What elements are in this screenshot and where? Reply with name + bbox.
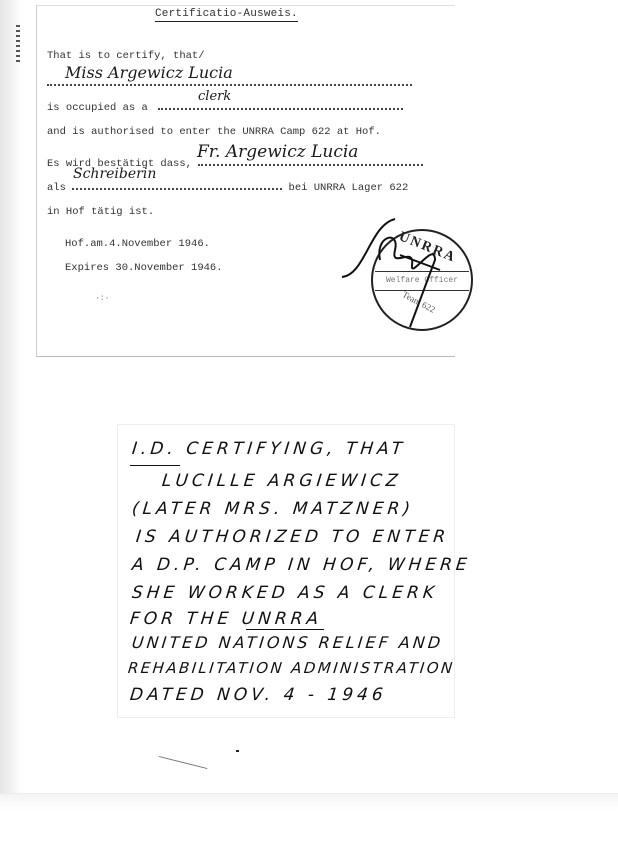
- als-line: [47, 182, 408, 194]
- note-underline-id: [130, 465, 180, 466]
- note-line-6: SHE WORKED AS A CLERK: [130, 583, 440, 603]
- note-line-7: FOR THE UNRRA: [128, 609, 324, 629]
- signature-icon: [340, 215, 470, 330]
- handwritten-name: Miss Argewicz Lucia: [65, 63, 233, 82]
- authorized-line: and is authorised to enter the UNRRA Camp 622 at Hof.: [47, 126, 381, 138]
- certificate-title: Certificatio-Ausweis.: [155, 8, 298, 20]
- binding-marks: [16, 25, 20, 65]
- expiry-date: Expires 30.November 1946.: [65, 262, 223, 274]
- issued-date: Hof.am.4.November 1946.: [65, 238, 210, 250]
- stamp-bottom-text: Team 622: [400, 289, 437, 315]
- stamp-band-text: Welfare Officer: [375, 271, 469, 291]
- handwritten-name-de: Fr. Argewicz Lucia: [197, 142, 359, 162]
- tatig-line: in Hof tätig ist.: [47, 206, 155, 218]
- note-line-10: DATED NOV. 4 - 1946: [128, 685, 388, 705]
- handwritten-occupation-de: Schreiberin: [73, 166, 157, 182]
- note-line-4: IS AUTHORIZED TO ENTER: [134, 527, 451, 547]
- certify-line-en: That is to certify, that/: [47, 50, 205, 62]
- stray-mark: ·:·: [95, 294, 110, 303]
- note-line-8: UNITED NATIONS RELIEF AND: [131, 633, 445, 652]
- note-line-1: I.D. CERTIFYING, THAT: [130, 439, 408, 459]
- note-line-5: A D.P. CAMP IN HOF, WHERE: [130, 555, 472, 575]
- note-line-2: LUCILLE ARGIEWICZ: [160, 471, 403, 491]
- stamp-top-text: UNRRA: [396, 229, 459, 266]
- occupied-label: is occupied as a: [47, 102, 148, 114]
- stray-pen-line: [159, 756, 208, 769]
- certify-de-label: Es wird bestätigt dass,: [47, 158, 192, 170]
- note-line-3: (LATER MRS. MATZNER): [130, 499, 415, 519]
- als-label: als: [47, 182, 66, 194]
- note-underline-unrra: [246, 629, 324, 630]
- note-line-9: REHABILITATION ADMINISTRATION: [127, 659, 456, 677]
- scan-edge-left: [0, 0, 22, 850]
- handwritten-note: [117, 424, 472, 718]
- handwritten-occupation: clerk: [198, 89, 232, 104]
- bei-label: bei UNRRA Lager 622: [288, 182, 409, 194]
- scan-edge-bottom: [0, 793, 618, 851]
- stray-dot: [236, 750, 239, 752]
